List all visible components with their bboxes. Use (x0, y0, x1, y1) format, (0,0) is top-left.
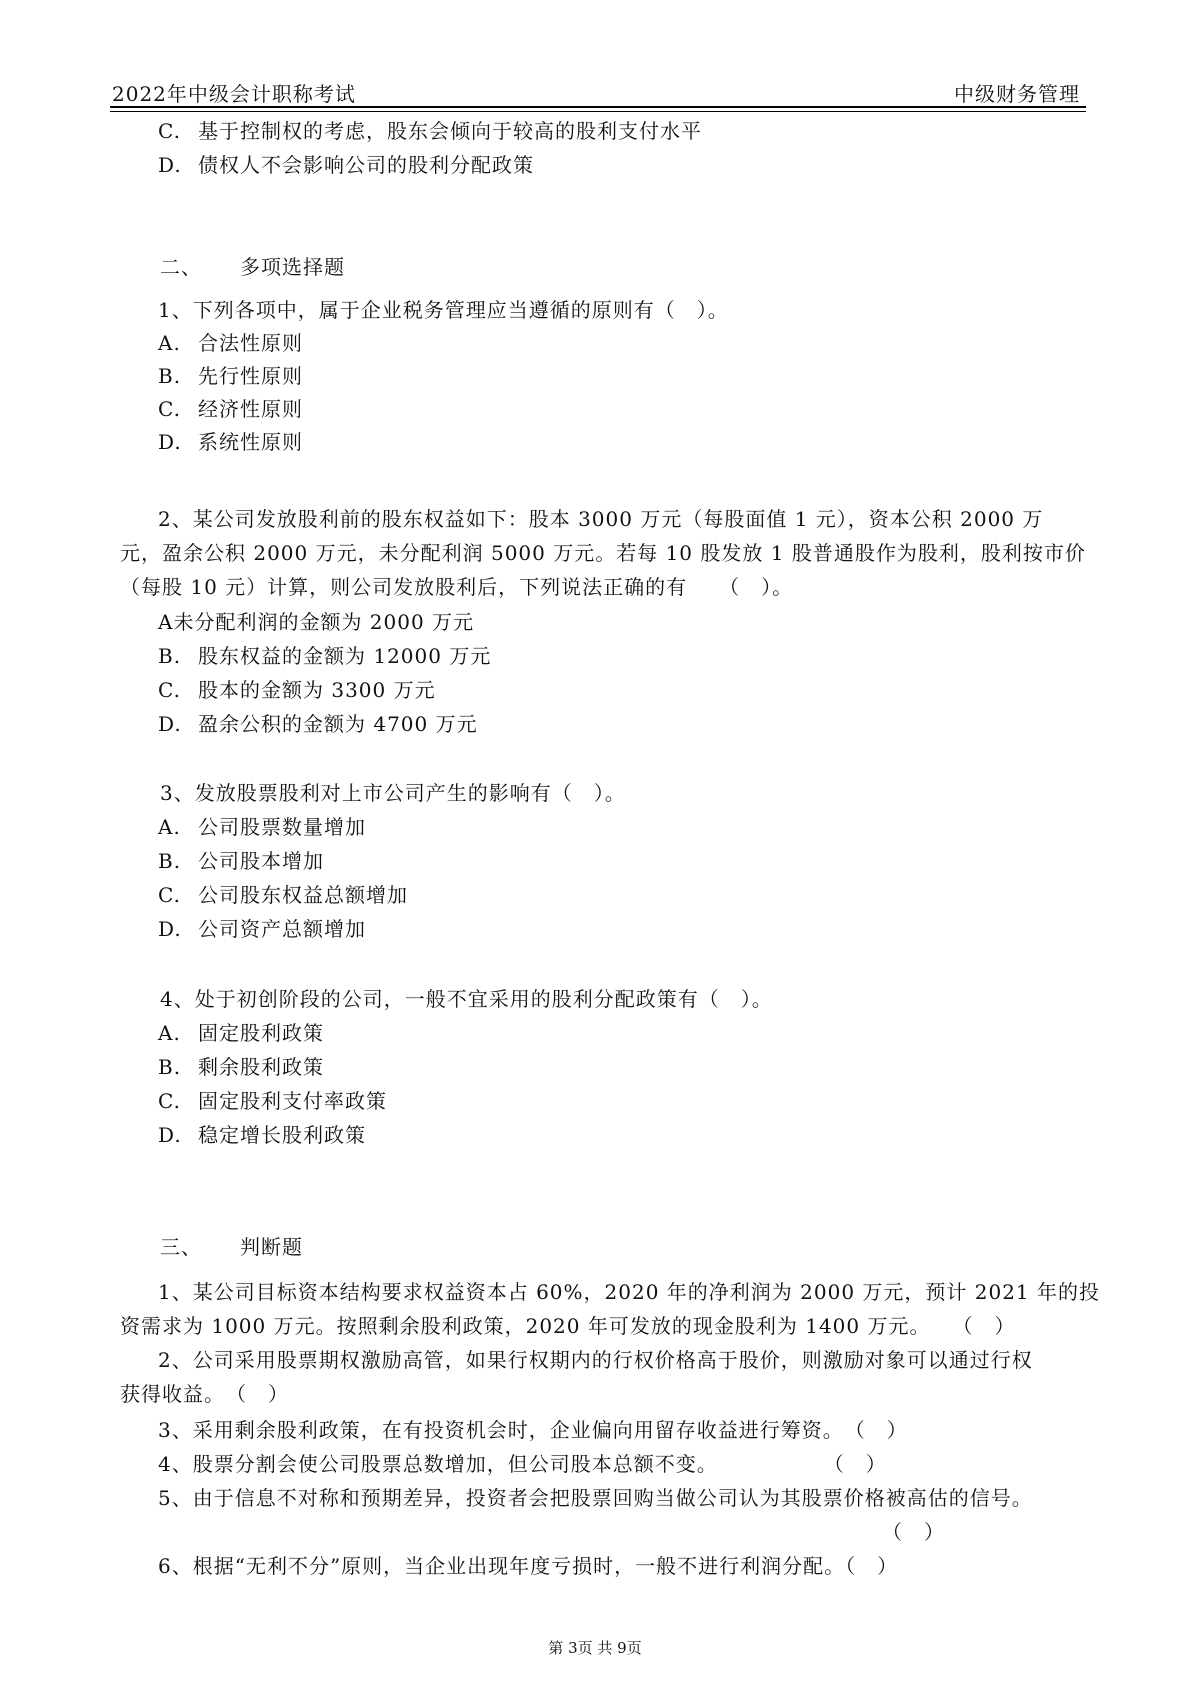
option-c: C. 固定股利支付率政策 (158, 1089, 387, 1113)
tf-question-line: 1、某公司目标资本结构要求权益资本占 60%，2020 年的净利润为 2000 万元，预计 2021 年的投 (158, 1280, 1101, 1304)
option-d: D. 公司资产总额增加 (158, 917, 366, 941)
header-rule-thick (110, 106, 1086, 108)
tf-question-line: 5、由于信息不对称和预期差异，投资者会把股票回购当做公司认为其股票价格被高估的信号。 (158, 1486, 1033, 1510)
question-stem: 3、发放股票股利对上市公司产生的影响有（ ）。 (160, 781, 626, 805)
option-a: A. 合法性原则 (158, 331, 303, 355)
option-b: B. 先行性原则 (158, 364, 303, 388)
option-c: C. 基于控制权的考虑，股东会倾向于较高的股利支付水平 (158, 119, 702, 143)
section-heading-true-false: 三、 判断题 (160, 1235, 303, 1259)
option-b: B. 股东权益的金额为 12000 万元 (158, 644, 492, 668)
tf-question-line: 4、股票分割会使公司股票总数增加，但公司股本总额不变。 （ ） (158, 1452, 887, 1476)
question-stem-line: 元，盈余公积 2000 万元，未分配利润 5000 万元。若每 10 股发放 1 股普通股作为股利，股利按市价 (120, 541, 1086, 565)
question-stem-line: 2、某公司发放股利前的股东权益如下：股本 3000 万元（每股面值 1 元），资本公积 2000 万 (158, 507, 1044, 531)
page-number-footer: 第 3页 共 9页 (548, 1639, 642, 1657)
option-a: A. 公司股票数量增加 (158, 815, 366, 839)
question-stem: 4、处于初创阶段的公司，一般不宜采用的股利分配政策有（ ）。 (160, 987, 773, 1011)
header-subject: 中级财务管理 (954, 82, 1080, 106)
option-a: A未分配利润的金额为 2000 万元 (158, 610, 475, 634)
tf-question-line: 6、根据“无利不分”原则，当企业出现年度亏损时，一般不进行利润分配。（ ） (158, 1554, 899, 1578)
tf-answer-blank: （ ） (882, 1520, 945, 1544)
section-heading-multiple-choice: 二、 多项选择题 (160, 255, 345, 279)
option-c: C. 股本的金额为 3300 万元 (158, 678, 436, 702)
option-d: D. 债权人不会影响公司的股利分配政策 (158, 153, 534, 177)
option-b: B. 剩余股利政策 (158, 1055, 324, 1079)
option-d: D. 盈余公积的金额为 4700 万元 (158, 712, 478, 736)
header-exam-title: 2022年中级会计职称考试 (112, 82, 356, 106)
option-a: A. 固定股利政策 (158, 1021, 324, 1045)
tf-question-line: 3、采用剩余股利政策，在有投资机会时，企业偏向用留存收益进行筹资。 （ ） (158, 1418, 908, 1442)
question-stem-line: （每股 10 元）计算，则公司发放股利后，下列说法正确的有 （ ）。 (120, 575, 794, 599)
option-c: C. 经济性原则 (158, 397, 303, 421)
option-b: B. 公司股本增加 (158, 849, 324, 873)
tf-question-line: 2、公司采用股票期权激励高管，如果行权期内的行权价格高于股价，则激励对象可以通过行权 (158, 1348, 1033, 1372)
option-c: C. 公司股东权益总额增加 (158, 883, 408, 907)
option-d: D. 系统性原则 (158, 430, 303, 454)
option-d: D. 稳定增长股利政策 (158, 1123, 366, 1147)
tf-question-line: 获得收益。 （ ） (120, 1382, 289, 1406)
question-stem: 1、下列各项中，属于企业税务管理应当遵循的原则有（ ）。 (158, 298, 729, 322)
header-rule-thin (110, 111, 1086, 112)
tf-question-line: 资需求为 1000 万元。按照剩余股利政策，2020 年可发放的现金股利为 1400 万元。 （ ） (120, 1314, 1016, 1338)
